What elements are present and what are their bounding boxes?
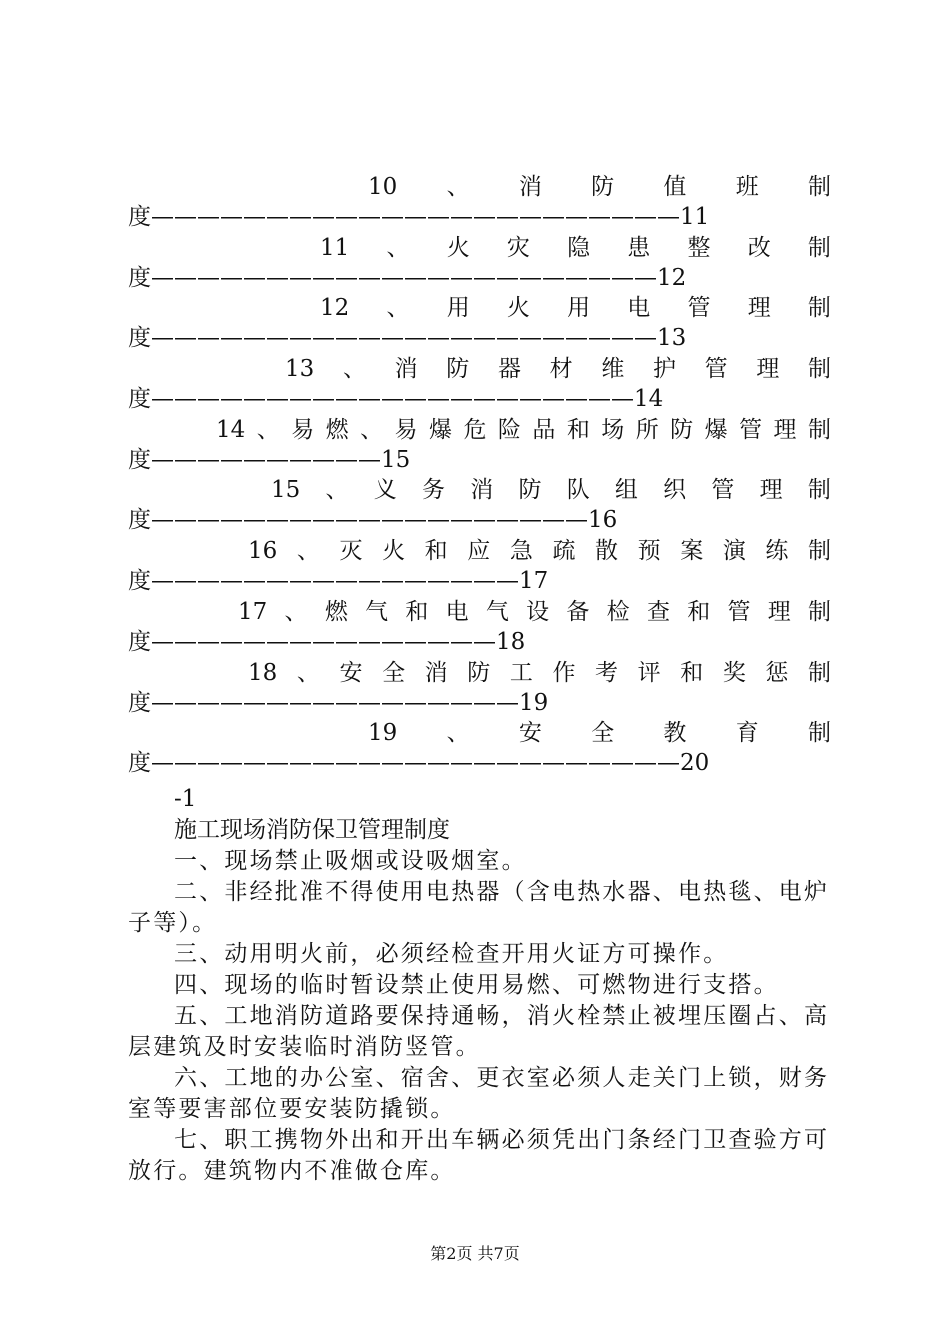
rule-paragraph: 三、动用明火前，必须经检查开用火证方可操作。: [174, 941, 729, 967]
toc-entry-char: 班: [735, 174, 759, 200]
toc-entry-char: 义: [373, 477, 397, 504]
toc-entry-char: 管: [711, 477, 735, 504]
toc-entry-heading: [128, 597, 831, 627]
toc-entry-leader: 度———————————————————————11: [128, 204, 710, 230]
toc-entry-char: 备: [566, 598, 590, 625]
toc-entry-char: 理: [747, 295, 771, 322]
toc-entry-number: 17: [238, 598, 268, 625]
toc-separator: 、: [446, 720, 470, 747]
toc-entry-char: 制: [808, 659, 831, 686]
toc-entry-char: 制: [807, 295, 831, 322]
toc-entry-heading: [128, 354, 831, 384]
toc-entry-char: 爆: [429, 416, 452, 443]
toc-entry-char: 火: [446, 234, 470, 261]
toc-entry-char: 危: [463, 416, 487, 443]
toc-entry: [128, 718, 831, 779]
toc-entry-char: 散: [595, 538, 619, 565]
toc-separator: 、: [446, 174, 470, 200]
toc-entry-char: 教: [663, 720, 687, 747]
toc-entry-char: 管: [739, 416, 763, 443]
toc-entry-char: 理: [759, 477, 783, 504]
toc-entry-char: 用: [567, 295, 591, 322]
rule-paragraph: 六、工地的办公室、宿舍、更衣室必须人走关门上锁，财务室等要害部位要安装防撬锁。: [128, 1065, 830, 1122]
toc-entry-char: 制: [807, 416, 831, 443]
toc-entry: [128, 293, 831, 354]
toc-entry-heading: [128, 475, 831, 505]
toc-entry: [128, 233, 831, 294]
toc-entry-char: 隐: [567, 234, 591, 261]
toc-entry-heading: [128, 415, 831, 445]
toc-entry-number: 15: [271, 477, 301, 504]
toc-entry-char: 织: [663, 477, 687, 504]
toc-entry-char: 惩: [765, 659, 789, 686]
toc-entry-char: 灭: [339, 538, 363, 565]
toc-entry-char: 防: [467, 659, 491, 686]
toc-entry-leader: 度————————————————17: [128, 568, 549, 595]
toc-entry-char: 考: [595, 659, 619, 686]
toc-entry-char: 防: [670, 416, 694, 443]
toc-entry-char: 火: [382, 538, 406, 565]
toc-entry-char: 案: [680, 538, 704, 565]
toc-entry-char: 灾: [506, 234, 530, 261]
rule-paragraph: 七、职工携物外出和开出车辆必须凭出门条经门卫查验方可放行。建筑物内不准做仓库。: [128, 1127, 830, 1184]
toc-entry-char: 防: [446, 356, 470, 383]
toc-entry-number: 19: [368, 720, 398, 747]
toc-separator: 、: [386, 234, 410, 261]
toc-separator: 、: [325, 477, 349, 504]
body-text: [128, 784, 831, 1187]
toc-entry-char: 材: [549, 356, 573, 383]
toc-entry-char: 和: [687, 598, 711, 625]
toc-entry-heading: [128, 293, 831, 323]
toc-entry-number: 11: [320, 234, 350, 261]
toc-entry-char: 患: [627, 234, 651, 261]
toc-entry-char: 和: [424, 538, 448, 565]
toc-separator: 、: [284, 598, 308, 625]
section-title: 施工现场消防保卫管理制度: [174, 817, 450, 843]
toc-entry-char: 燃: [324, 598, 348, 625]
toc-entry-char: 制: [807, 720, 831, 747]
toc-entry-char: 、: [360, 416, 384, 443]
toc-entry-char: 整: [687, 234, 711, 261]
toc-entry-char: 设: [526, 598, 550, 625]
toc-entry-char: 品: [532, 416, 556, 443]
toc-entry-char: 易: [291, 416, 315, 443]
toc-entry-char: 制: [808, 356, 831, 383]
toc-entry-char: 和: [566, 416, 590, 443]
toc-entry-char: 燃: [325, 416, 349, 443]
toc-entry-char: 和: [405, 598, 429, 625]
toc-separator: 、: [342, 356, 366, 383]
toc-entry-char: 评: [637, 659, 661, 686]
toc-entry-char: 消: [394, 356, 418, 383]
toc-entry-char: 场: [601, 416, 625, 443]
toc-entry-char: 制: [807, 477, 831, 504]
toc-entry-char: 理: [756, 356, 780, 383]
toc-entry-char: 制: [808, 538, 831, 565]
rule-paragraph: 五、工地消防道路要保持通畅，消火栓禁止被埋压圈占、高层建筑及时安装临时消防竖管。: [128, 1003, 830, 1060]
toc-entry-char: 消: [518, 174, 542, 200]
toc-entry-char: 管: [727, 598, 751, 625]
toc-entry-char: 组: [614, 477, 638, 504]
toc-entry-char: 电: [445, 598, 469, 625]
toc-entry-char: 用: [446, 295, 470, 322]
toc-entry-char: 管: [704, 356, 728, 383]
toc-entry-leader: 度——————————15: [128, 446, 411, 473]
toc-entry-heading: [128, 536, 831, 566]
toc-entry: [128, 658, 831, 719]
toc-entry-char: 防: [518, 477, 542, 504]
table-of-contents: [128, 172, 831, 779]
rules-list: [128, 846, 831, 1187]
toc-entry-number: 13: [285, 356, 315, 383]
toc-entry-number: 10: [368, 174, 398, 200]
toc-entry-char: 全: [382, 659, 406, 686]
toc-entry-char: 工: [509, 659, 533, 686]
toc-entry-char: 急: [509, 538, 533, 565]
rule-paragraph: 一、现场禁止吸烟或设吸烟室。: [174, 848, 527, 874]
toc-entry-leader: 度———————————————————16: [128, 507, 618, 534]
toc-entry-number: 16: [248, 538, 278, 565]
toc-entry-heading: [128, 718, 831, 748]
toc-entry-heading: [128, 658, 831, 688]
rule-paragraph: 四、现场的临时暂设禁止使用易燃、可燃物进行支搭。: [174, 972, 779, 998]
toc-entry-char: 演: [722, 538, 746, 565]
toc-entry-leader: 度——————————————————————13: [128, 325, 687, 352]
toc-entry: [128, 475, 831, 536]
toc-entry: [128, 172, 831, 233]
toc-separator: 、: [386, 295, 410, 322]
toc-entry-char: 应: [467, 538, 491, 565]
toc-entry-char: 气: [485, 598, 509, 625]
toc-entry-number: 14: [216, 416, 246, 443]
page-footer: 第2页 共7页: [430, 1244, 520, 1263]
toc-entry-char: 火: [506, 295, 530, 322]
toc-entry-char: 检: [606, 598, 630, 625]
toc-entry-leader: 度—————————————————————14: [128, 386, 664, 413]
toc-entry-char: 练: [765, 538, 789, 565]
rule-paragraph: 二、非经批准不得使用电热器（含电热水器、电热毯、电炉子等）。: [128, 879, 830, 936]
toc-entry-heading: [128, 172, 831, 202]
toc-entry-char: 爆: [704, 416, 728, 443]
toc-entry-char: 器: [497, 356, 521, 383]
toc-entry-char: 和: [680, 659, 704, 686]
toc-entry-char: 理: [767, 598, 791, 625]
toc-entry-char: 消: [470, 477, 494, 504]
toc-entry-char: 查: [646, 598, 670, 625]
toc-entry-char: 气: [365, 598, 389, 625]
toc-entry-char: 预: [637, 538, 661, 565]
toc-separator: 、: [296, 538, 320, 565]
toc-separator: 、: [296, 659, 320, 686]
page-marker: -1: [174, 786, 197, 812]
toc-entry-char: 队: [566, 477, 590, 504]
toc-entry-char: 防: [591, 174, 615, 200]
toc-entry-char: 安: [339, 659, 363, 686]
toc-entry-char: 改: [747, 234, 771, 261]
toc-entry-char: 消: [424, 659, 448, 686]
toc-entry-char: 务: [421, 477, 445, 504]
toc-entry-char: 制: [807, 174, 831, 200]
toc-entry-heading: [128, 233, 831, 263]
toc-entry-char: 所: [635, 416, 659, 443]
toc-entry-char: 理: [773, 416, 797, 443]
toc-entry-char: 全: [591, 720, 615, 747]
toc-entry: [128, 354, 831, 415]
toc-entry-char: 护: [652, 356, 676, 383]
toc-entry-char: 维: [601, 356, 625, 383]
toc-entry-leader: 度——————————————————————12: [128, 264, 687, 291]
toc-entry-leader: 度————————————————19: [128, 689, 549, 716]
toc-entry-char: 值: [663, 174, 687, 200]
toc-entry-char: 易: [394, 416, 418, 443]
toc-entry-char: 险: [497, 416, 521, 443]
toc-entry-char: 电: [627, 295, 651, 322]
toc-entry-char: 制: [808, 598, 831, 625]
toc-entry-char: 疏: [552, 538, 576, 565]
toc-entry-leader: 度———————————————18: [128, 628, 526, 655]
toc-entry-char: 制: [807, 234, 831, 261]
toc-entry-char: 作: [552, 659, 576, 686]
toc-entry-char: 奖: [722, 659, 746, 686]
toc-entry: [128, 415, 831, 476]
toc-entry-char: 育: [735, 720, 759, 747]
toc-entry-leader: 度———————————————————————20: [128, 750, 710, 777]
toc-entry: [128, 536, 831, 597]
toc-entry-number: 18: [248, 659, 278, 686]
toc-separator: 、: [256, 416, 280, 443]
toc-entry-number: 12: [320, 295, 350, 322]
toc-entry-char: 管: [687, 295, 711, 322]
toc-entry-char: 安: [518, 720, 542, 747]
toc-entry: [128, 597, 831, 658]
